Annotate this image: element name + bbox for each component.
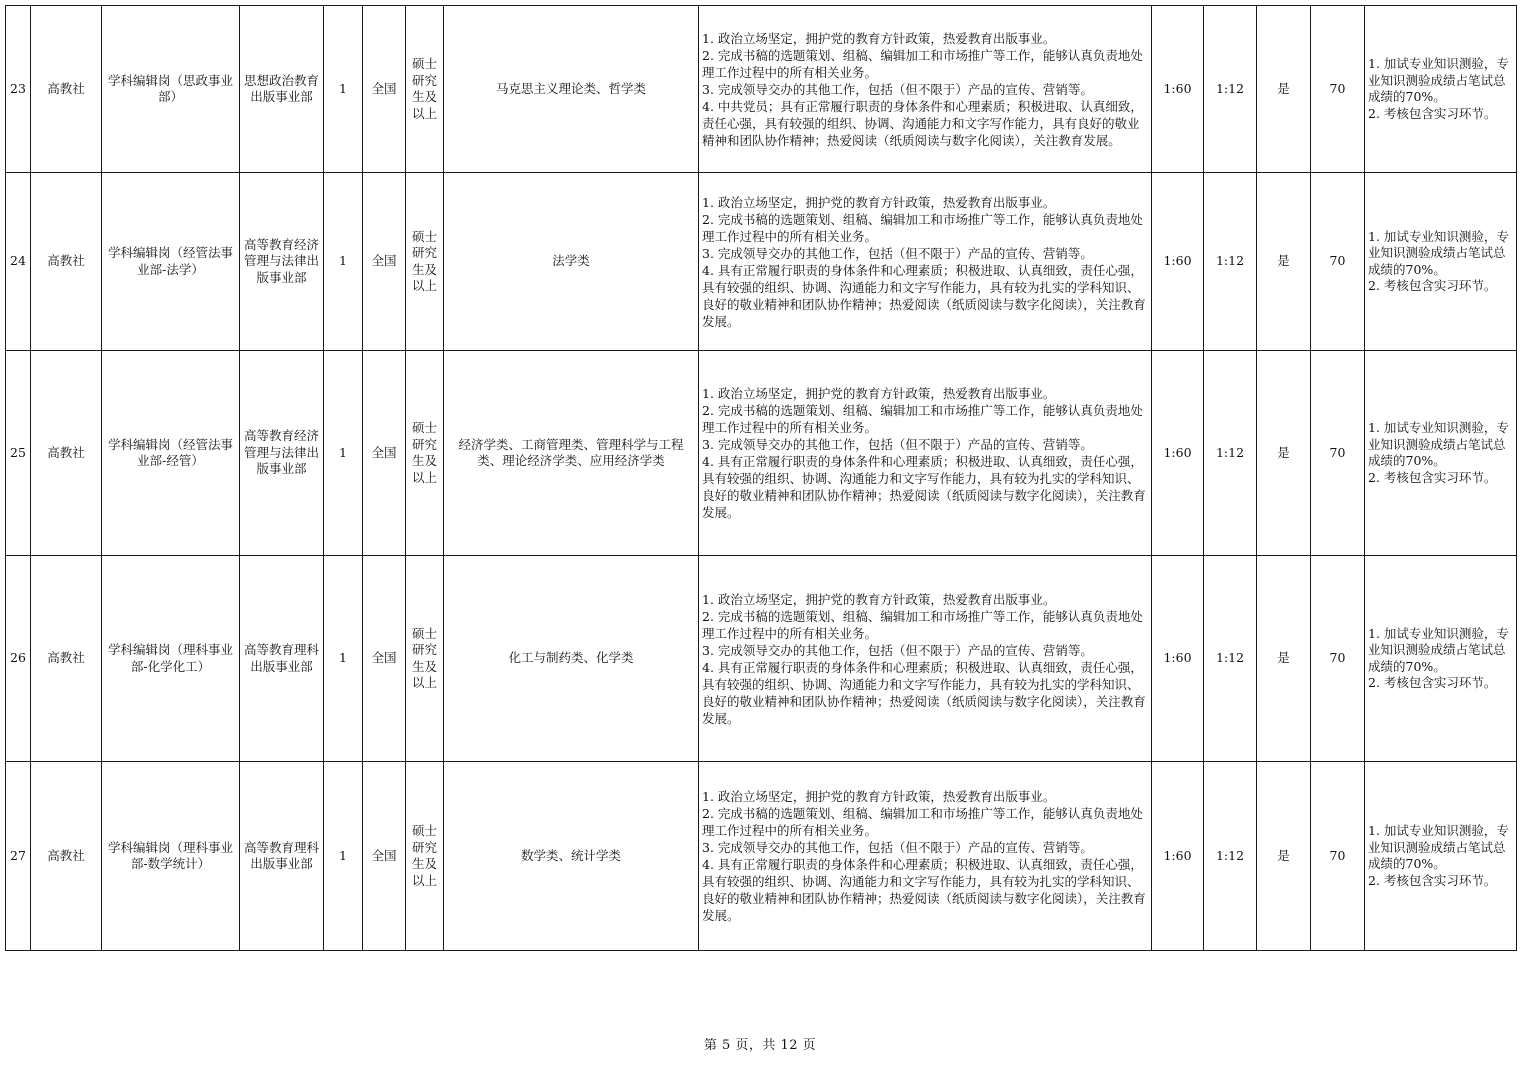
table-body: [6, 6, 1517, 951]
note-item: 1. 加试专业知识测验，专业知识测验成绩占笔试总成绩的70%。: [1368, 56, 1509, 104]
education-cell: 硕士研究生及以上: [406, 6, 444, 173]
department-cell: 高等教育经济管理与法律出版事业部: [240, 351, 324, 556]
education-cell: 硕士研究生及以上: [406, 556, 444, 762]
unit-cell: 高教社: [31, 762, 102, 951]
row-number: 27: [6, 762, 31, 951]
ratio-cell: 1:12: [1204, 556, 1257, 762]
requirement-item: 1. 政治立场坚定，拥护党的教育方针政策，热爱教育出版事业。: [702, 30, 1056, 46]
flag-cell: 是: [1257, 6, 1311, 173]
requirement-item: 3. 完成领导交办的其他工作，包括（但不限于）产品的宣传、营销等。: [702, 437, 1093, 452]
flag-cell: 是: [1257, 351, 1311, 556]
requirement-item: 1. 政治立场坚定，拥护党的教育方针政策，热爱教育出版事业。: [702, 591, 1056, 607]
ratio-cell: 1:12: [1204, 6, 1257, 173]
recruitment-table: [5, 5, 1517, 951]
headcount-cell: 1: [324, 556, 363, 762]
table-row: [6, 762, 1517, 951]
unit-cell: 高教社: [31, 173, 102, 351]
requirements-cell: [699, 6, 1152, 173]
post-name-cell: 学科编辑岗（经管法事业部-经管）: [102, 351, 240, 556]
ratio-cell: 1:60: [1152, 6, 1204, 173]
department-cell: 高等教育理科出版事业部: [240, 762, 324, 951]
requirement-item: 3. 完成领导交办的其他工作，包括（但不限于）产品的宣传、营销等。: [702, 642, 1093, 658]
education-cell: 硕士研究生及以上: [406, 351, 444, 556]
requirement-item: 3. 完成领导交办的其他工作，包括（但不限于）产品的宣传、营销等。: [702, 840, 1093, 855]
table-row: [6, 351, 1517, 556]
row-number: 26: [6, 556, 31, 762]
post-name-cell: 学科编辑岗（理科事业部-数学统计）: [102, 762, 240, 951]
flag-cell: 是: [1257, 762, 1311, 951]
post-name-cell: 学科编辑岗（理科事业部-化学化工）: [102, 556, 240, 762]
ratio-cell: 1:60: [1152, 556, 1204, 762]
note-item: 2. 考核包含实习环节。: [1368, 469, 1497, 485]
note-item: 1. 加试专业知识测验，专业知识测验成绩占笔试总成绩的70%。: [1368, 625, 1509, 674]
ratio-cell: 1:60: [1152, 762, 1204, 951]
scope-cell: 全国: [363, 556, 406, 762]
requirement-item: 4. 具有正常履行职责的身体条件和心理素质；积极进取、认真细致，责任心强，具有较强的组织、协调、沟通能力和文字写作能力，具有较为扎实的学科知识、良好的敬业精神和团队协作精神；热爱阅读（纸质阅读与数字化阅读），关注教育发展。: [702, 659, 1146, 726]
score-cell: 70: [1311, 556, 1365, 762]
requirement-item: 1. 政治立场坚定，拥护党的教育方针政策，热爱教育出版事业。: [702, 386, 1056, 401]
scope-cell: 全国: [363, 173, 406, 351]
ratio-cell: 1:12: [1204, 762, 1257, 951]
note-item: 1. 加试专业知识测验，专业知识测验成绩占笔试总成绩的70%。: [1368, 823, 1509, 871]
requirement-item: 2. 完成书稿的选题策划、组稿、编辑加工和市场推广等工作，能够认真负责地处理工作过程中的所有相关业务。: [702, 47, 1143, 80]
unit-cell: 高教社: [31, 6, 102, 173]
requirement-item: 2. 完成书稿的选题策划、组稿、编辑加工和市场推广等工作，能够认真负责地处理工作过程中的所有相关业务。: [702, 608, 1143, 641]
requirement-item: 1. 政治立场坚定，拥护党的教育方针政策，热爱教育出版事业。: [702, 194, 1056, 210]
department-cell: 高等教育理科出版事业部: [240, 556, 324, 762]
row-number: 24: [6, 173, 31, 351]
department-cell: 思想政治教育出版事业部: [240, 6, 324, 173]
headcount-cell: 1: [324, 173, 363, 351]
requirement-item: 3. 完成领导交办的其他工作，包括（但不限于）产品的宣传、营销等。: [702, 81, 1093, 97]
row-number: 23: [6, 6, 31, 173]
major-cell: 经济学类、工商管理类、管理科学与工程类、理论经济学类、应用经济学类: [444, 351, 699, 556]
notes-cell: [1365, 6, 1517, 173]
requirements-cell: [699, 556, 1152, 762]
ratio-cell: 1:60: [1152, 351, 1204, 556]
scope-cell: 全国: [363, 351, 406, 556]
requirement-item: 4. 具有正常履行职责的身体条件和心理素质；积极进取、认真细致，责任心强，具有较强的组织、协调、沟通能力和文字写作能力，具有较为扎实的学科知识、良好的敬业精神和团队协作精神；热爱阅读（纸质阅读与数字化阅读），关注教育发展。: [702, 454, 1146, 520]
requirement-item: 2. 完成书稿的选题策划、组稿、编辑加工和市场推广等工作，能够认真负责地处理工作过程中的所有相关业务。: [702, 211, 1143, 244]
notes-cell: [1365, 351, 1517, 556]
flag-cell: 是: [1257, 173, 1311, 351]
post-name-cell: 学科编辑岗（经管法事业部-法学）: [102, 173, 240, 351]
notes-cell: [1365, 173, 1517, 351]
note-item: 2. 考核包含实习环节。: [1368, 105, 1497, 121]
table-row: [6, 556, 1517, 762]
requirement-item: 4. 具有正常履行职责的身体条件和心理素质；积极进取、认真细致，责任心强，具有较强的组织、协调、沟通能力和文字写作能力，具有较为扎实的学科知识、良好的敬业精神和团队协作精神；热爱阅读（纸质阅读与数字化阅读），关注教育发展。: [702, 262, 1146, 329]
major-cell: 数学类、统计学类: [444, 762, 699, 951]
score-cell: 70: [1311, 6, 1365, 173]
major-cell: 马克思主义理论类、哲学类: [444, 6, 699, 173]
headcount-cell: 1: [324, 762, 363, 951]
requirement-item: 3. 完成领导交办的其他工作，包括（但不限于）产品的宣传、营销等。: [702, 245, 1093, 261]
requirement-item: 4. 中共党员；具有正常履行职责的身体条件和心理素质；积极进取、认真细致，责任心强，具有较强的组织、协调、沟通能力和文字写作能力，具有良好的敬业精神和团队协作精神；热爱阅读（纸质阅读与数字化阅读），关注教育发展。: [702, 98, 1143, 148]
row-number: 25: [6, 351, 31, 556]
flag-cell: 是: [1257, 556, 1311, 762]
major-cell: 化工与制药类、化学类: [444, 556, 699, 762]
department-cell: 高等教育经济管理与法律出版事业部: [240, 173, 324, 351]
score-cell: 70: [1311, 762, 1365, 951]
note-item: 1. 加试专业知识测验，专业知识测验成绩占笔试总成绩的70%。: [1368, 420, 1509, 468]
ratio-cell: 1:12: [1204, 351, 1257, 556]
headcount-cell: 1: [324, 6, 363, 173]
page-footer: 第 5 页，共 12 页: [703, 1038, 817, 1053]
score-cell: 70: [1311, 173, 1365, 351]
education-cell: 硕士研究生及以上: [406, 762, 444, 951]
requirements-cell: [699, 173, 1152, 351]
requirement-item: 4. 具有正常履行职责的身体条件和心理素质；积极进取、认真细致，责任心强，具有较强的组织、协调、沟通能力和文字写作能力，具有较为扎实的学科知识、良好的敬业精神和团队协作精神；热爱阅读（纸质阅读与数字化阅读），关注教育发展。: [702, 857, 1146, 923]
note-item: 1. 加试专业知识测验，专业知识测验成绩占笔试总成绩的70%。: [1368, 228, 1509, 277]
note-item: 2. 考核包含实习环节。: [1368, 278, 1497, 293]
note-item: 2. 考核包含实习环节。: [1368, 675, 1497, 690]
requirements-cell: [699, 351, 1152, 556]
requirement-item: 2. 完成书稿的选题策划、组稿、编辑加工和市场推广等工作，能够认真负责地处理工作过程中的所有相关业务。: [702, 806, 1143, 838]
ratio-cell: 1:60: [1152, 173, 1204, 351]
table-row: [6, 6, 1517, 173]
ratio-cell: 1:12: [1204, 173, 1257, 351]
requirements-cell: [699, 762, 1152, 951]
score-cell: 70: [1311, 351, 1365, 556]
requirement-item: 2. 完成书稿的选题策划、组稿、编辑加工和市场推广等工作，能够认真负责地处理工作过程中的所有相关业务。: [702, 403, 1143, 435]
table-row: [6, 173, 1517, 351]
notes-cell: [1365, 762, 1517, 951]
education-cell: 硕士研究生及以上: [406, 173, 444, 351]
notes-cell: [1365, 556, 1517, 762]
note-item: 2. 考核包含实习环节。: [1368, 872, 1497, 888]
post-name-cell: 学科编辑岗（思政事业部）: [102, 6, 240, 173]
unit-cell: 高教社: [31, 351, 102, 556]
scope-cell: 全国: [363, 762, 406, 951]
requirement-item: 1. 政治立场坚定，拥护党的教育方针政策，热爱教育出版事业。: [702, 789, 1056, 804]
headcount-cell: 1: [324, 351, 363, 556]
major-cell: 法学类: [444, 173, 699, 351]
unit-cell: 高教社: [31, 556, 102, 762]
scope-cell: 全国: [363, 6, 406, 173]
